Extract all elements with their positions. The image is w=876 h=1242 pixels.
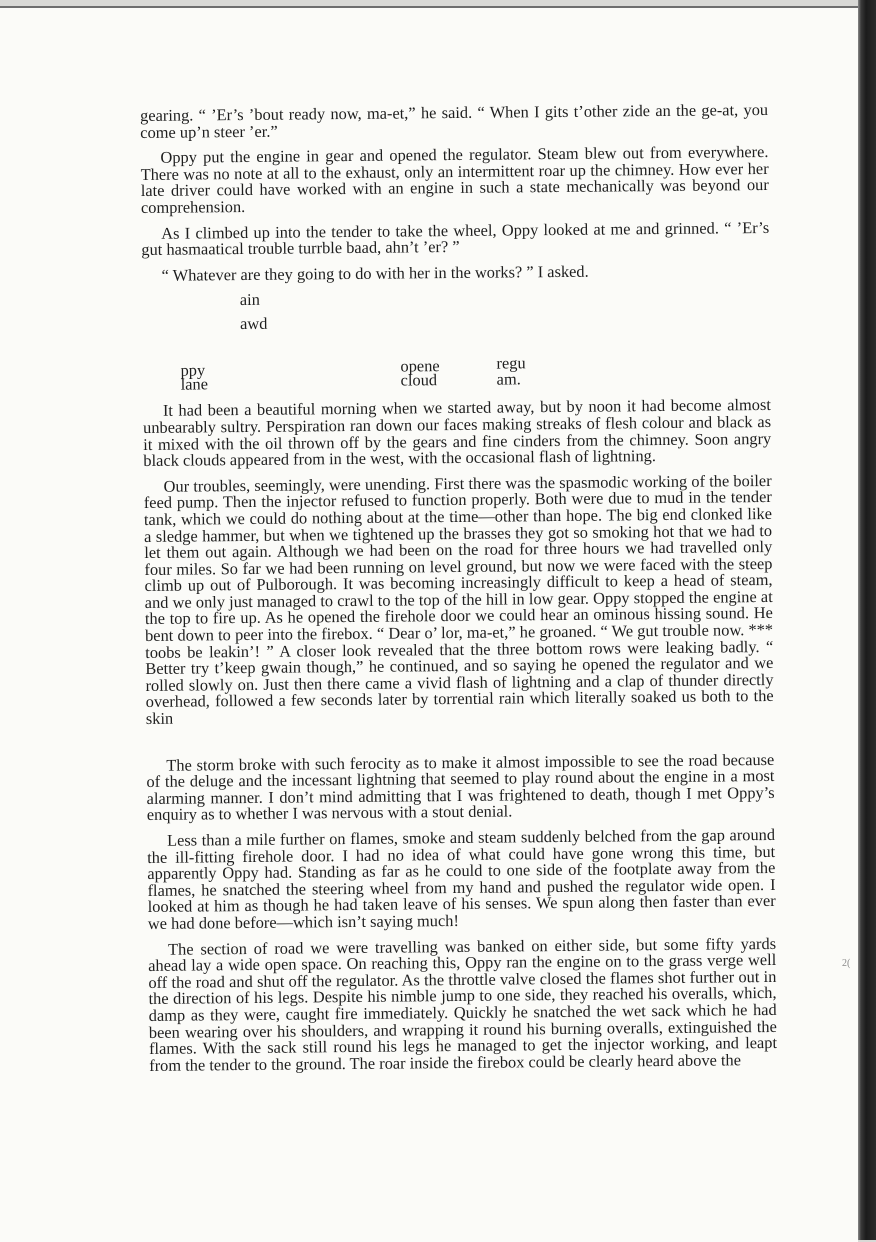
page-text (139, 99, 778, 1083)
paragraph-8: Less than a mile further on flames, smoke and steam suddenly belched from the gap around the ill-fitting firehole door. I had no idea of what could have gone wrong this time, but apparently Oppy had. Standing as far as he could to one side of the footplate away from the flames, he snatched the steering wheel from my hand and pushed the regulator wide open. I looked at him as though he had taken leave of his senses. We spun along then faster than ever we had done before—which isn’t saying much! (147, 824, 776, 933)
fragment-cloud: cloud (400, 370, 438, 390)
fragment-awd: awd (239, 314, 268, 334)
fragment-am: am. (496, 369, 521, 389)
paragraph-2: Oppy put the engine in gear and opened the regulator. Steam blew out from everywhere. There was no note at all to the exhaust, only an intermittent roar up the chimney. How ever her late driver could have worked with an engine in such a state mechanically was beyond our comprehension. (140, 142, 769, 217)
paragraph-5: It had been a beautiful morning when we started away, but by noon it had become almost unbearably sultry. Perspiration ran down our faces making streaks of flesh colour and black as it mixed with the oil thrown off by the gears and fine cinders from the chimney. Soon angry black clouds appeared from in the west, with the occasional flash of lightning. (142, 395, 772, 471)
margin-mark: 2( (842, 958, 851, 969)
fragment-block (142, 287, 771, 403)
scanner-edge (858, 0, 876, 1240)
paragraph-6: Our troubles, seemingly, were unending. First there was the spasmodic working of the boiler feed pump. Then the injector refused to function properly. Both were due to mud in the tender tank, which we could do nothing about at the time—other than hope. The big end clonked like a sledge hammer, but when we tightened up the brasses they got so smoking hot that we had to let them out again. Although we had been on the road for three hours we had travelled only four miles. So far we had been running on level ground, but now we were faced with the steep climb up out of Pulborough. It was becoming increasingly difficult to keep a head of steam, and we only just managed to crawl to the top of the hill in low gear. Oppy stopped the engine at the top to fire up. As he opened the firehole door we could hear an ominous hissing sound. He bent down to peer into the firebox. “ Dear o’ lor, ma-et,” he groaned. “ We gut trouble now. *** toobs be leakin’! ” A closer look revealed that the three bottom rows were leaking badly. “ Better try t’keep gwain though,” he continued, and so saying he opened the regulator and we rolled slowly on. Just then there came a vivid flash of lightning and a clap of thunder directly overhead, followed a few seconds later by torrential rain which literally soaked us both to the skin (143, 470, 774, 729)
paragraph-3: As I climbed up into the tender to take the wheel, Oppy looked at me and grinned. “ ’Er’s gut hasmaatical trouble turrble baad, ahn’t ’er? ” (141, 217, 770, 260)
paragraph-4: “ Whatever are they going to do with her in the works? ” I asked. (161, 261, 589, 285)
fragment-opene: opene (400, 356, 440, 376)
paragraph-9: The section of road we were travelling was banked on either side, but some fifty yards ahead lay a wide open space. On reaching this, Oppy ran the engine on to the grass verge well off the road and shut off the regulator. As the throttle valve closed the flames shot further out in the direction of his legs. Despite his nimble jump to one side, they reached his overalls, which, damp as they were, caught fire immediately. Quickly he snatched the wet sack which he had been wearing over his shoulders, and wrapping it round his burning overalls, extinguished the flames. With the sack still round his legs he managed to get the injector working, and leapt from the tender to the ground. The roar inside the firebox could be clearly heard above the (148, 933, 778, 1075)
paragraph-1: gearing. “ ’Er’s ’bout ready now, ma-et,” he said. “ When I gits t’other zide an the ge-at, you come up’n steer ’er.” (139, 99, 769, 142)
paragraph-7: The storm broke with such ferocity as to make it almost impossible to see the road because of the deluge and the incessant lightning that seemed to play round about the engine in a most alarming manner. I don’t mind admitting that I was frightened to death, though I met Oppy’s enquiry as to whether I was nervous with a stout denial. (146, 749, 775, 825)
fragment-lane: lane (180, 374, 209, 394)
fragment-regu: regu (496, 353, 526, 373)
fragment-ain: ain (239, 290, 260, 310)
fragment-ppy: ppy (180, 360, 206, 380)
